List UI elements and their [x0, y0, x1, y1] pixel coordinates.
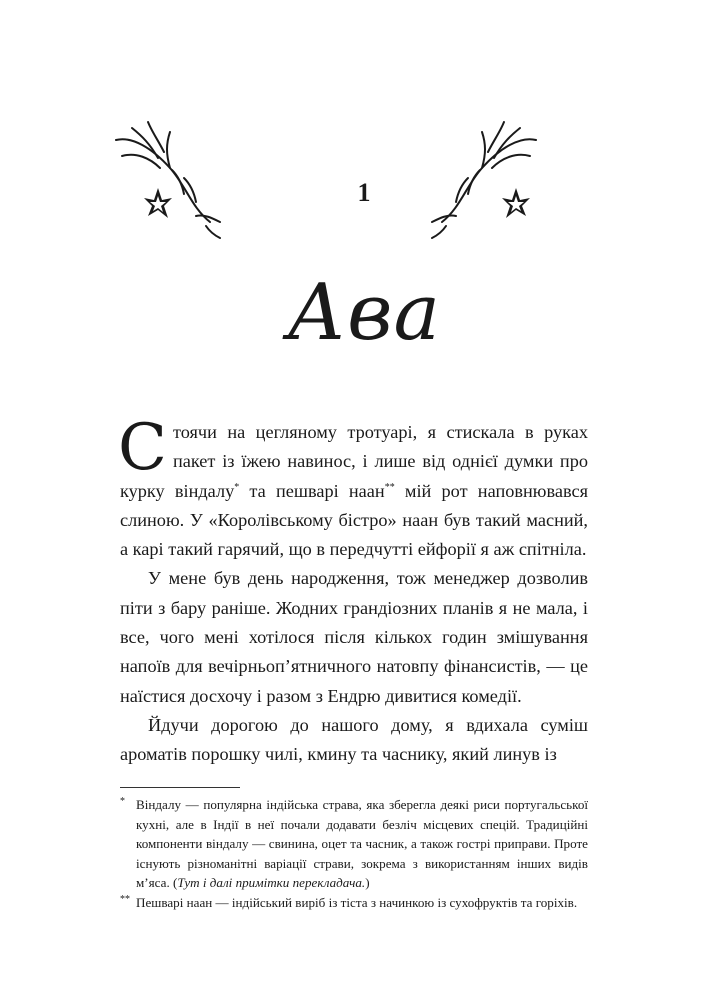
footnote-divider: [120, 787, 240, 788]
paragraph-1: [118, 411, 588, 564]
chapter-title: Ава: [287, 268, 441, 358]
paragraph-1-part-3: мій рот наповнювався слиною. У «Королівському бістро» наан був такий масний, а карі такий гарячий, що в передчутті ейфорії я аж спітніла.: [120, 480, 588, 560]
footnotes: [120, 795, 588, 913]
footnote-1-note-open: (: [173, 875, 178, 891]
footnote-1-note: Тут і далі примітки перекладача.: [177, 875, 366, 891]
drop-cap: С: [118, 411, 167, 485]
footnote-1: [120, 795, 588, 893]
chapter-number: 1: [357, 178, 371, 207]
footnote-ref-1: *: [234, 481, 240, 493]
footnote-1-text: Віндалу — популярна індійська страва, яка зберегла деякі риси португальської кухні, але в Індії в неї почали додавати безліч місцевих спецій. Традиційні компоненти віндалу — свинина, оцет та часник, а також гострі приправи. Проте існують різноманітні варіації страви, зокрема з використанням інших видів м’яса.: [136, 797, 588, 891]
footnote-1-note-close: ): [365, 875, 370, 891]
paragraph-2: У мене був день народження, тож менеджер дозволив піти з бару раніше. Жодних грандіозних планів я не мала, і все, чого мені хотілося після кількох годин змішування напоїв для вечірньоп’ятничного натовпу фінансистів, — це наїстися досхочу і разом з Ендрю дивитися комедії.: [120, 568, 588, 706]
footnote-2: [120, 893, 588, 913]
footnote-2-mark: **: [120, 893, 130, 905]
body-text: [118, 411, 588, 770]
paragraph-1-part-2: та пешварі наан: [239, 480, 385, 501]
paragraph-3: Йдучи дорогою до нашого дому, я вдихала суміш ароматів порошку чилі, кмину та часнику, який линув із: [120, 714, 588, 765]
paragraph-1-part-1: тоячи на цегляному тротуарі, я стискала в руках пакет із їжею навинос, і лише від однієї думки про курку віндалу: [120, 422, 588, 501]
footnote-ref-2: **: [384, 481, 395, 493]
footnote-1-mark: *: [120, 796, 125, 807]
footnote-2-text: Пешварі наан — індійський виріб із тіста з начинкою із сухофруктів та горіхів.: [136, 894, 578, 910]
